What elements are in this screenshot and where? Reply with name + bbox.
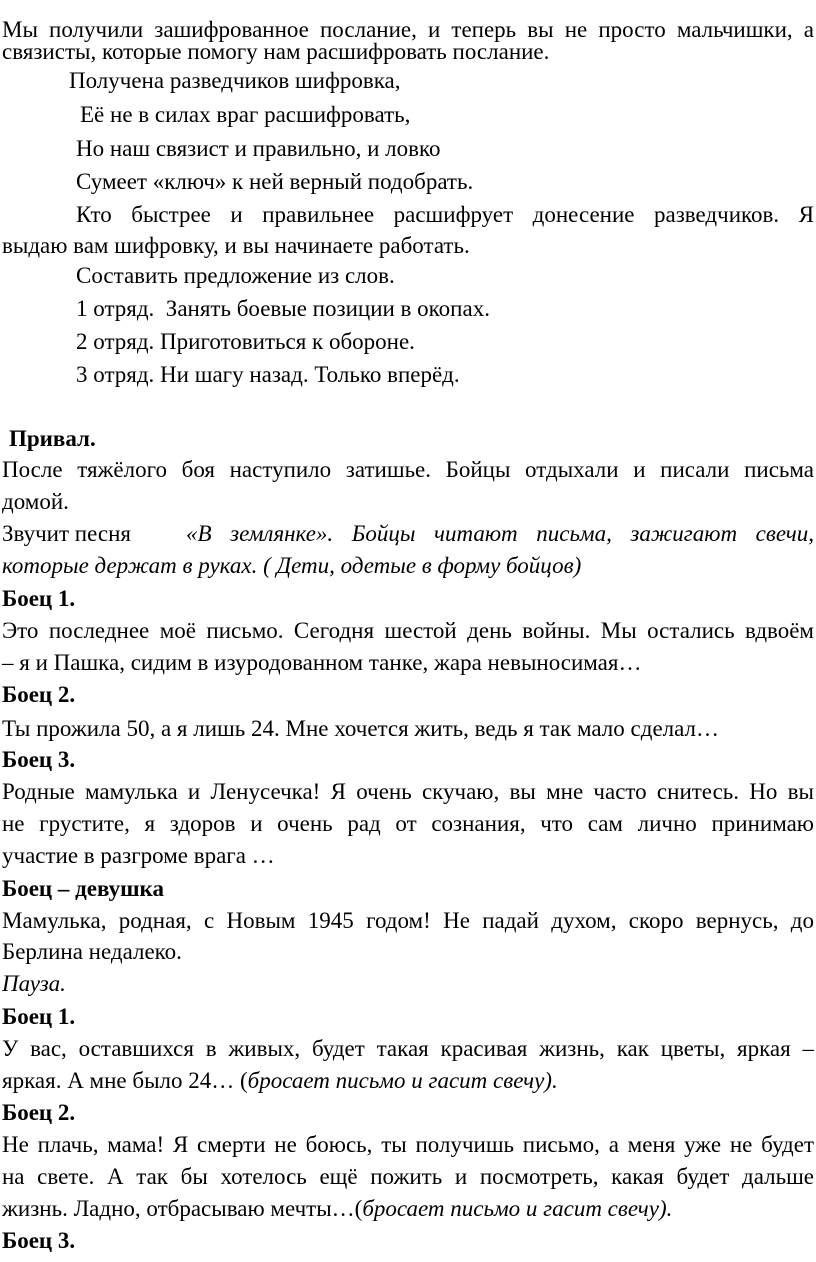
paragraph-line (2, 1064, 814, 1098)
list-item: 3 отряд. Ни шагу назад. Только вперёд. (76, 362, 460, 387)
paragraph-line (2, 1192, 814, 1226)
stage-direction: бросает письмо и гасит свечу). (362, 1196, 673, 1221)
list-item: 2 отряд. Приготовиться к обороне. (76, 329, 415, 354)
paragraph-line: Кто быстрее и правильнее расшифрует донесение разведчиков. Я (76, 202, 814, 227)
paragraph-line: на свете. А так бы хотелось ещё пожить и посмотреть, какая будет дальше (2, 1164, 814, 1189)
speaker-label: Боец – девушка (2, 876, 164, 901)
section-heading: Привал. (9, 426, 96, 451)
paragraph-line: не грустите, я здоров и очень рад от сознания, что сам лично принимаю (2, 811, 814, 836)
poem-line: Получена разведчиков шифровка, (69, 68, 401, 93)
poem-line: Сумеет «ключ» к ней верный подобрать. (76, 169, 474, 194)
speaker-label: Боец 3. (2, 747, 76, 772)
paragraph-line: домой. (2, 489, 69, 514)
stage-direction: бросает письмо и гасит свечу). (247, 1068, 558, 1093)
speaker-label: Боец 3. (2, 1228, 76, 1253)
paragraph-line: Мамулька, родная, с Новым 1945 годом! Не падай духом, скоро вернусь, до (2, 908, 814, 933)
paragraph-line: Родные мамулька и Ленусечка! Я очень скучаю, вы мне часто снитесь. Но вы (2, 779, 814, 804)
paragraph-line: связисты, которые помогу нам расшифровать послание. (2, 39, 550, 64)
text-run: жизнь. Ладно, отбрасываю мечты…( (2, 1196, 363, 1221)
speaker-label: Боец 1. (2, 586, 76, 611)
paragraph-line: участие в разгроме врага … (2, 843, 275, 868)
paragraph-line: Ты прожила 50, а я лишь 24. Мне хочется жить, ведь я так мало сделал… (2, 716, 720, 741)
paragraph-line: Не плачь, мама! Я смерти не боюсь, ты получишь письмо, а меня уже не будет (2, 1132, 814, 1157)
paragraph-line: – я и Пашка, сидим в изуродованном танке, жара невыносимая… (2, 650, 642, 675)
paragraph-line: Берлина недалеко. (2, 939, 182, 964)
paragraph-line: Это последнее моё письмо. Сегодня шестой день войны. Мы остались вдвоём (2, 618, 814, 643)
speaker-label: Боец 1. (2, 1004, 76, 1029)
stage-direction-lead: Звучит песня (2, 521, 131, 546)
speaker-label: Боец 2. (2, 1100, 76, 1125)
stage-direction: «В землянке». Бойцы читают письма, зажигают свечи, (186, 521, 814, 546)
speaker-label: Боец 2. (2, 682, 76, 707)
paragraph-line: Составить предложение из слов. (76, 263, 395, 288)
paragraph-line: После тяжёлого боя наступило затишье. Бойцы отдыхали и писали письма (2, 457, 814, 482)
poem-line: Но наш связист и правильно, и ловко (76, 136, 441, 161)
text-run: яркая. А мне было 24… ( (2, 1068, 248, 1093)
stage-direction: которые держат в руках. ( Дети, одетые в форму бойцов) (2, 553, 582, 578)
poem-line: Её не в силах враг расшифровать, (80, 102, 411, 127)
stage-direction: Пауза. (2, 971, 66, 996)
list-item: 1 отряд. Занять боевые позиции в окопах. (76, 296, 490, 321)
paragraph-line: выдаю вам шифровку, и вы начинаете работать. (2, 233, 470, 258)
paragraph-line: Мы получили зашифрованное послание, и теперь вы не просто мальчишки, а (2, 17, 814, 42)
paragraph-line: У вас, оставшихся в живых, будет такая красивая жизнь, как цветы, яркая – (2, 1036, 814, 1061)
